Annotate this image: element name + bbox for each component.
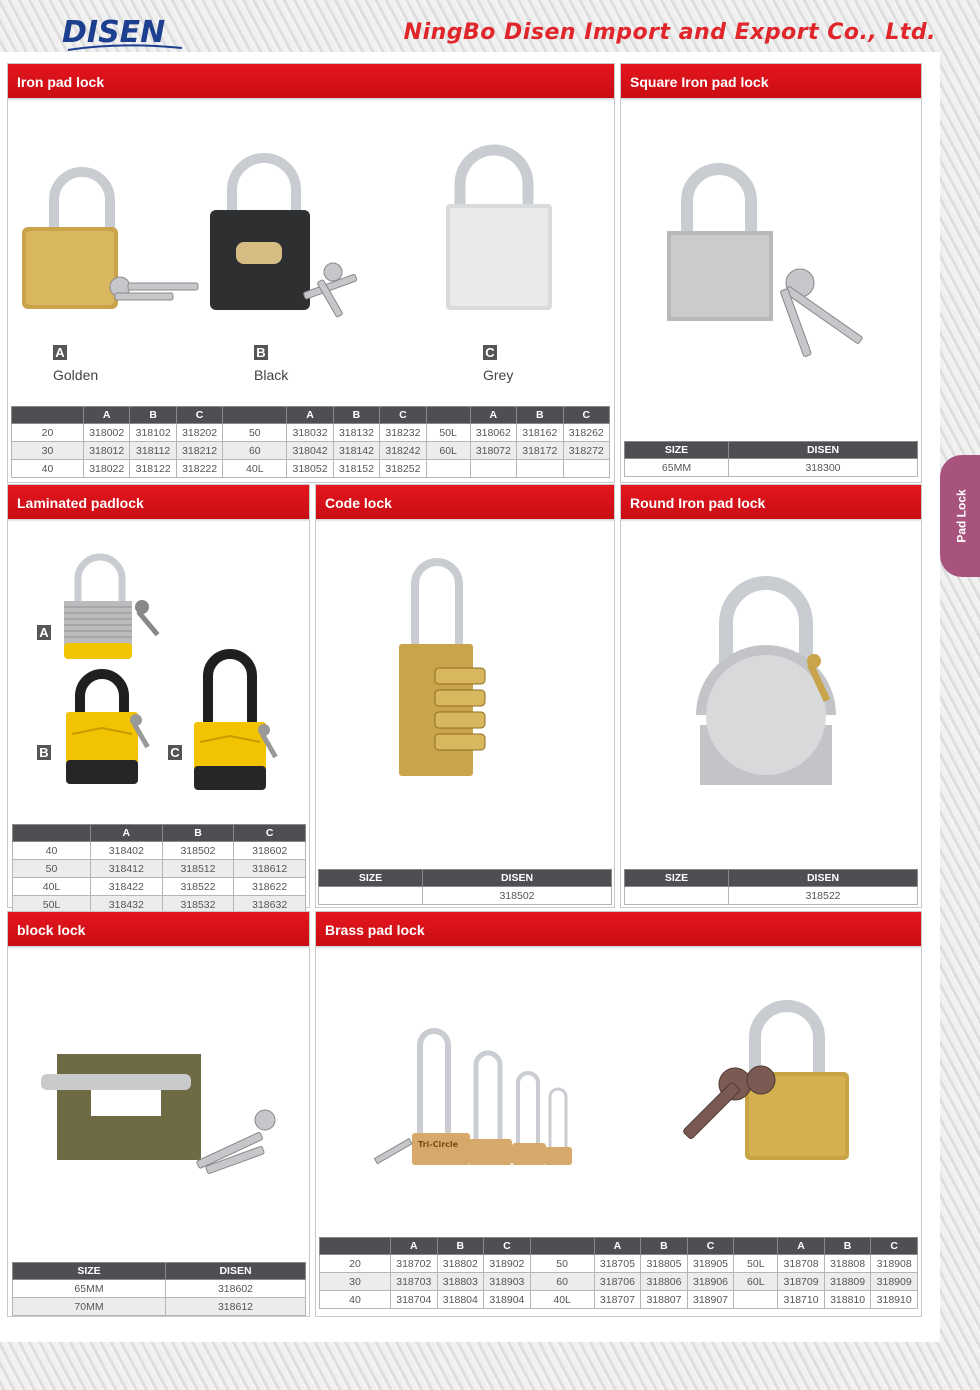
company-name: NingBo Disen Import and Export Co., Ltd.	[403, 20, 936, 45]
table-cell: 318062	[470, 424, 516, 442]
table-cell: 65MM	[13, 1280, 166, 1298]
side-tab-pad-lock[interactable]	[940, 455, 980, 577]
laminated-letter-b: B	[37, 745, 51, 760]
table-cell: 318032	[287, 424, 333, 442]
brass-pad-lock-table	[319, 1237, 918, 1309]
table-cell: 318909	[871, 1273, 918, 1291]
round-iron-table	[624, 869, 918, 905]
table-cell	[426, 460, 470, 478]
square-padlock-image	[665, 165, 885, 335]
table-cell: 318512	[162, 860, 234, 878]
col-disen: DISEN	[423, 870, 612, 887]
table-cell: 318522	[729, 887, 918, 905]
table-cell: 318905	[687, 1255, 734, 1273]
table-header-row	[13, 1263, 306, 1280]
table-header-row	[625, 870, 918, 887]
table-cell: 318532	[162, 896, 234, 914]
variant-letter-a: A	[53, 345, 67, 360]
table-cell: 60	[530, 1273, 594, 1291]
table-cell: 318212	[176, 442, 222, 460]
brass-padlock-image	[675, 1000, 865, 1180]
col-size	[12, 407, 84, 424]
table-cell: 40	[12, 460, 84, 478]
table-cell: 318702	[391, 1255, 438, 1273]
table-cell: 318904	[484, 1291, 531, 1309]
table-cell	[517, 460, 563, 478]
table-cell: 318432	[91, 896, 163, 914]
table-cell: 318172	[517, 442, 563, 460]
table-cell	[625, 887, 729, 905]
col-a: A	[84, 407, 130, 424]
table-cell: 318806	[641, 1273, 688, 1291]
table-cell	[319, 887, 423, 905]
col-c: C	[176, 407, 222, 424]
laminated-letter-c: C	[168, 745, 182, 760]
table-cell: 50L	[426, 424, 470, 442]
table-cell: 30	[12, 442, 84, 460]
table-cell: 60L	[426, 442, 470, 460]
table-cell: 318707	[594, 1291, 641, 1309]
panel-title: Laminated padlock	[8, 485, 309, 519]
table-row	[13, 842, 306, 860]
col-size: SIZE	[13, 1263, 166, 1280]
golden-padlock-image	[20, 165, 200, 325]
table-row	[319, 887, 612, 905]
table-row	[13, 1280, 306, 1298]
logo-text: DISEN	[62, 15, 166, 50]
table-cell: 318012	[84, 442, 130, 460]
col-a: A	[91, 825, 163, 842]
table-cell: 40L	[13, 878, 91, 896]
table-cell: 318810	[824, 1291, 871, 1309]
col-b: B	[641, 1238, 688, 1255]
table-cell: 318232	[380, 424, 426, 442]
col-b: B	[824, 1238, 871, 1255]
table-cell: 318612	[234, 860, 306, 878]
col-c: C	[484, 1238, 531, 1255]
table-row	[625, 459, 918, 477]
table-cell: 318910	[871, 1291, 918, 1309]
col-b: B	[162, 825, 234, 842]
col-b: B	[437, 1238, 484, 1255]
table-row	[12, 442, 610, 460]
table-cell: 318632	[234, 896, 306, 914]
col-size: SIZE	[625, 870, 729, 887]
table-cell: 60L	[734, 1273, 778, 1291]
table-cell: 318152	[333, 460, 379, 478]
col-b: B	[130, 407, 176, 424]
table-cell: 65MM	[625, 459, 729, 477]
table-cell	[563, 460, 610, 478]
col-c: C	[871, 1238, 918, 1255]
col-size: SIZE	[319, 870, 423, 887]
panel-title: Round Iron pad lock	[621, 485, 921, 519]
table-row	[13, 860, 306, 878]
col-b: B	[517, 407, 563, 424]
table-cell	[470, 460, 516, 478]
table-cell: 318522	[162, 878, 234, 896]
col-a: A	[470, 407, 516, 424]
panel-title: Square Iron pad lock	[621, 64, 921, 98]
variant-letter-b: B	[254, 345, 268, 360]
table-cell: 318402	[91, 842, 163, 860]
table-cell: 318703	[391, 1273, 438, 1291]
table-cell: 318422	[91, 878, 163, 896]
laminated-table	[12, 824, 306, 914]
table-cell: 318502	[423, 887, 612, 905]
table-cell: 318002	[84, 424, 130, 442]
table-cell: 318202	[176, 424, 222, 442]
table-cell: 318709	[778, 1273, 825, 1291]
square-iron-table	[624, 441, 918, 477]
variant-label-golden: Golden	[53, 367, 99, 383]
table-cell: 318042	[287, 442, 333, 460]
col-disen: DISEN	[729, 442, 918, 459]
table-cell: 318906	[687, 1273, 734, 1291]
table-cell: 318612	[166, 1298, 306, 1316]
col-a: A	[287, 407, 333, 424]
table-cell: 318502	[162, 842, 234, 860]
variant-label-black: Black	[254, 367, 289, 383]
col-size	[734, 1238, 778, 1255]
code-lock-image	[395, 560, 505, 780]
table-row	[12, 460, 610, 478]
table-row	[625, 887, 918, 905]
black-padlock-image	[208, 160, 378, 330]
table-cell	[734, 1291, 778, 1309]
variant-letter-c: C	[483, 345, 497, 360]
table-cell: 318022	[84, 460, 130, 478]
table-cell: 318052	[287, 460, 333, 478]
table-cell: 318602	[166, 1280, 306, 1298]
code-lock-table	[318, 869, 612, 905]
col-size	[320, 1238, 391, 1255]
laminated-padlock-c-image	[190, 652, 290, 797]
table-cell: 318412	[91, 860, 163, 878]
table-header-row	[320, 1238, 918, 1255]
table-row	[12, 424, 610, 442]
col-a: A	[594, 1238, 641, 1255]
table-header-row	[13, 825, 306, 842]
table-cell: 40	[13, 842, 91, 860]
table-cell: 50	[223, 424, 287, 442]
laminated-padlock-a-image	[60, 555, 170, 665]
col-size	[530, 1238, 594, 1255]
table-cell: 318252	[380, 460, 426, 478]
panel-title: Iron pad lock	[8, 64, 614, 98]
table-cell: 318708	[778, 1255, 825, 1273]
table-cell: 318602	[234, 842, 306, 860]
side-tab-label: Pad Lock	[955, 489, 970, 543]
table-cell: 50L	[13, 896, 91, 914]
col-c: C	[563, 407, 610, 424]
table-cell: 318102	[130, 424, 176, 442]
col-c: C	[687, 1238, 734, 1255]
table-cell: 318132	[333, 424, 379, 442]
col-c: C	[380, 407, 426, 424]
table-cell: 20	[320, 1255, 391, 1273]
variant-label-grey: Grey	[483, 367, 514, 383]
table-row	[13, 878, 306, 896]
table-cell: 318142	[333, 442, 379, 460]
col-b: B	[333, 407, 379, 424]
laminated-letter-a: A	[37, 625, 51, 640]
table-header-row	[625, 442, 918, 459]
table-header-row	[12, 407, 610, 424]
table-cell: 318907	[687, 1291, 734, 1309]
col-size	[223, 407, 287, 424]
col-a: A	[778, 1238, 825, 1255]
table-cell: 318808	[824, 1255, 871, 1273]
table-cell: 40L	[223, 460, 287, 478]
table-cell: 318710	[778, 1291, 825, 1309]
table-cell: 30	[320, 1273, 391, 1291]
table-cell: 318162	[517, 424, 563, 442]
table-cell: 318222	[176, 460, 222, 478]
table-cell: 70MM	[13, 1298, 166, 1316]
table-header-row	[319, 870, 612, 887]
table-row	[320, 1273, 918, 1291]
block-lock-table	[12, 1262, 306, 1316]
table-cell: 318300	[729, 459, 918, 477]
laminated-padlock-b-image	[62, 672, 162, 792]
col-size	[426, 407, 470, 424]
table-cell: 318804	[437, 1291, 484, 1309]
table-cell: 60	[223, 442, 287, 460]
table-row	[13, 1298, 306, 1316]
table-cell: 318112	[130, 442, 176, 460]
table-cell: 50	[13, 860, 91, 878]
table-cell: 40L	[530, 1291, 594, 1309]
table-cell: 20	[12, 424, 84, 442]
round-padlock-image	[690, 575, 860, 795]
col-disen: DISEN	[729, 870, 918, 887]
brass-padlock-set-image	[372, 1025, 592, 1175]
table-cell: 318704	[391, 1291, 438, 1309]
table-cell: 318807	[641, 1291, 688, 1309]
table-cell: 318242	[380, 442, 426, 460]
table-row	[320, 1291, 918, 1309]
table-cell: 318272	[563, 442, 610, 460]
table-cell: 318908	[871, 1255, 918, 1273]
table-cell: 318262	[563, 424, 610, 442]
col-c: C	[234, 825, 306, 842]
tri-circle-brand: Tri-Circle	[418, 1140, 459, 1149]
disen-logo	[60, 12, 190, 56]
table-cell: 40	[320, 1291, 391, 1309]
block-lock-image	[35, 1050, 295, 1190]
col-size	[13, 825, 91, 842]
table-cell: 318705	[594, 1255, 641, 1273]
panel-title: Brass pad lock	[316, 912, 921, 946]
table-cell: 318902	[484, 1255, 531, 1273]
table-cell: 318809	[824, 1273, 871, 1291]
table-cell: 318903	[484, 1273, 531, 1291]
iron-pad-lock-table	[11, 406, 610, 478]
grey-padlock-image	[440, 150, 570, 320]
col-a: A	[391, 1238, 438, 1255]
table-cell: 50L	[734, 1255, 778, 1273]
table-cell: 318802	[437, 1255, 484, 1273]
table-row	[320, 1255, 918, 1273]
panel-title: block lock	[8, 912, 309, 946]
table-cell: 318803	[437, 1273, 484, 1291]
table-cell: 318622	[234, 878, 306, 896]
table-cell: 318072	[470, 442, 516, 460]
panel-title: Code lock	[316, 485, 614, 519]
table-cell: 50	[530, 1255, 594, 1273]
table-cell: 318706	[594, 1273, 641, 1291]
table-cell: 318122	[130, 460, 176, 478]
col-size: SIZE	[625, 442, 729, 459]
col-disen: DISEN	[166, 1263, 306, 1280]
table-cell: 318805	[641, 1255, 688, 1273]
